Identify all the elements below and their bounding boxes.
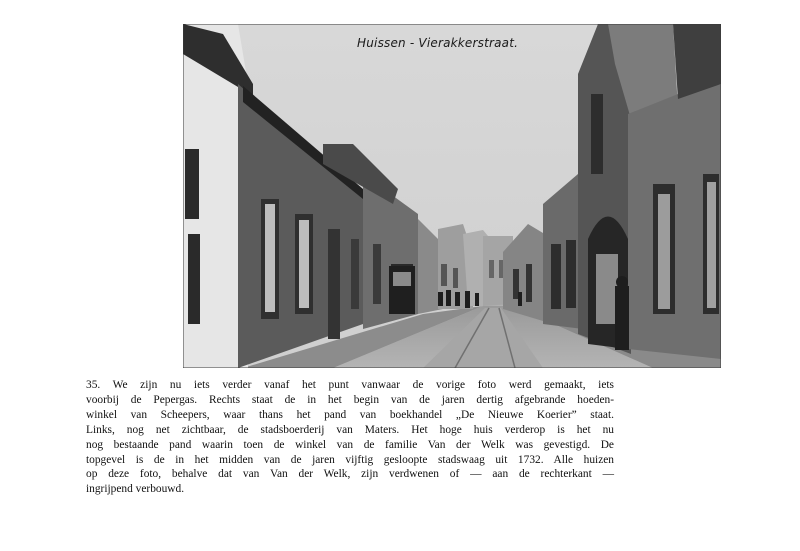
text-line: nog bestaande pand waarin toen de winkel van de familie Van der Welk was gevestigd. De (86, 438, 614, 451)
text-line: 35. We zijn nu iets verder vanaf het punt vanwaar de vorige foto werd gemaakt, iets (86, 379, 614, 391)
street-photo-image (183, 24, 721, 368)
photo-caption: Huissen - Vierakkerstraat. (357, 36, 519, 50)
street-photo (183, 24, 721, 368)
text-line: winkel van Scheepers, waar thans het pand van boekhandel „De Nieuwe Koerier” staat. (86, 408, 614, 421)
caption-paragraph (86, 378, 614, 497)
text-line: op deze foto, behalve dat van Van der Welk, zijn verdwenen of — aan de rechterkant — (86, 468, 614, 481)
text-line: voorbij de Pepergas. Rechts staat de in het begin van de jaren dertig afgebrande hoeden- (86, 393, 614, 406)
text-line: topgevel is de in het midden van de jaren vijftig gesloopte stadswaag uit 1732. Alle huizen (86, 453, 614, 466)
text-line: Links, nog net zichtbaar, de stadsboerderij van Maters. Het hoge huis verderop is het nu (86, 423, 614, 436)
text-line: ingrijpend verbouwd. (86, 483, 185, 496)
